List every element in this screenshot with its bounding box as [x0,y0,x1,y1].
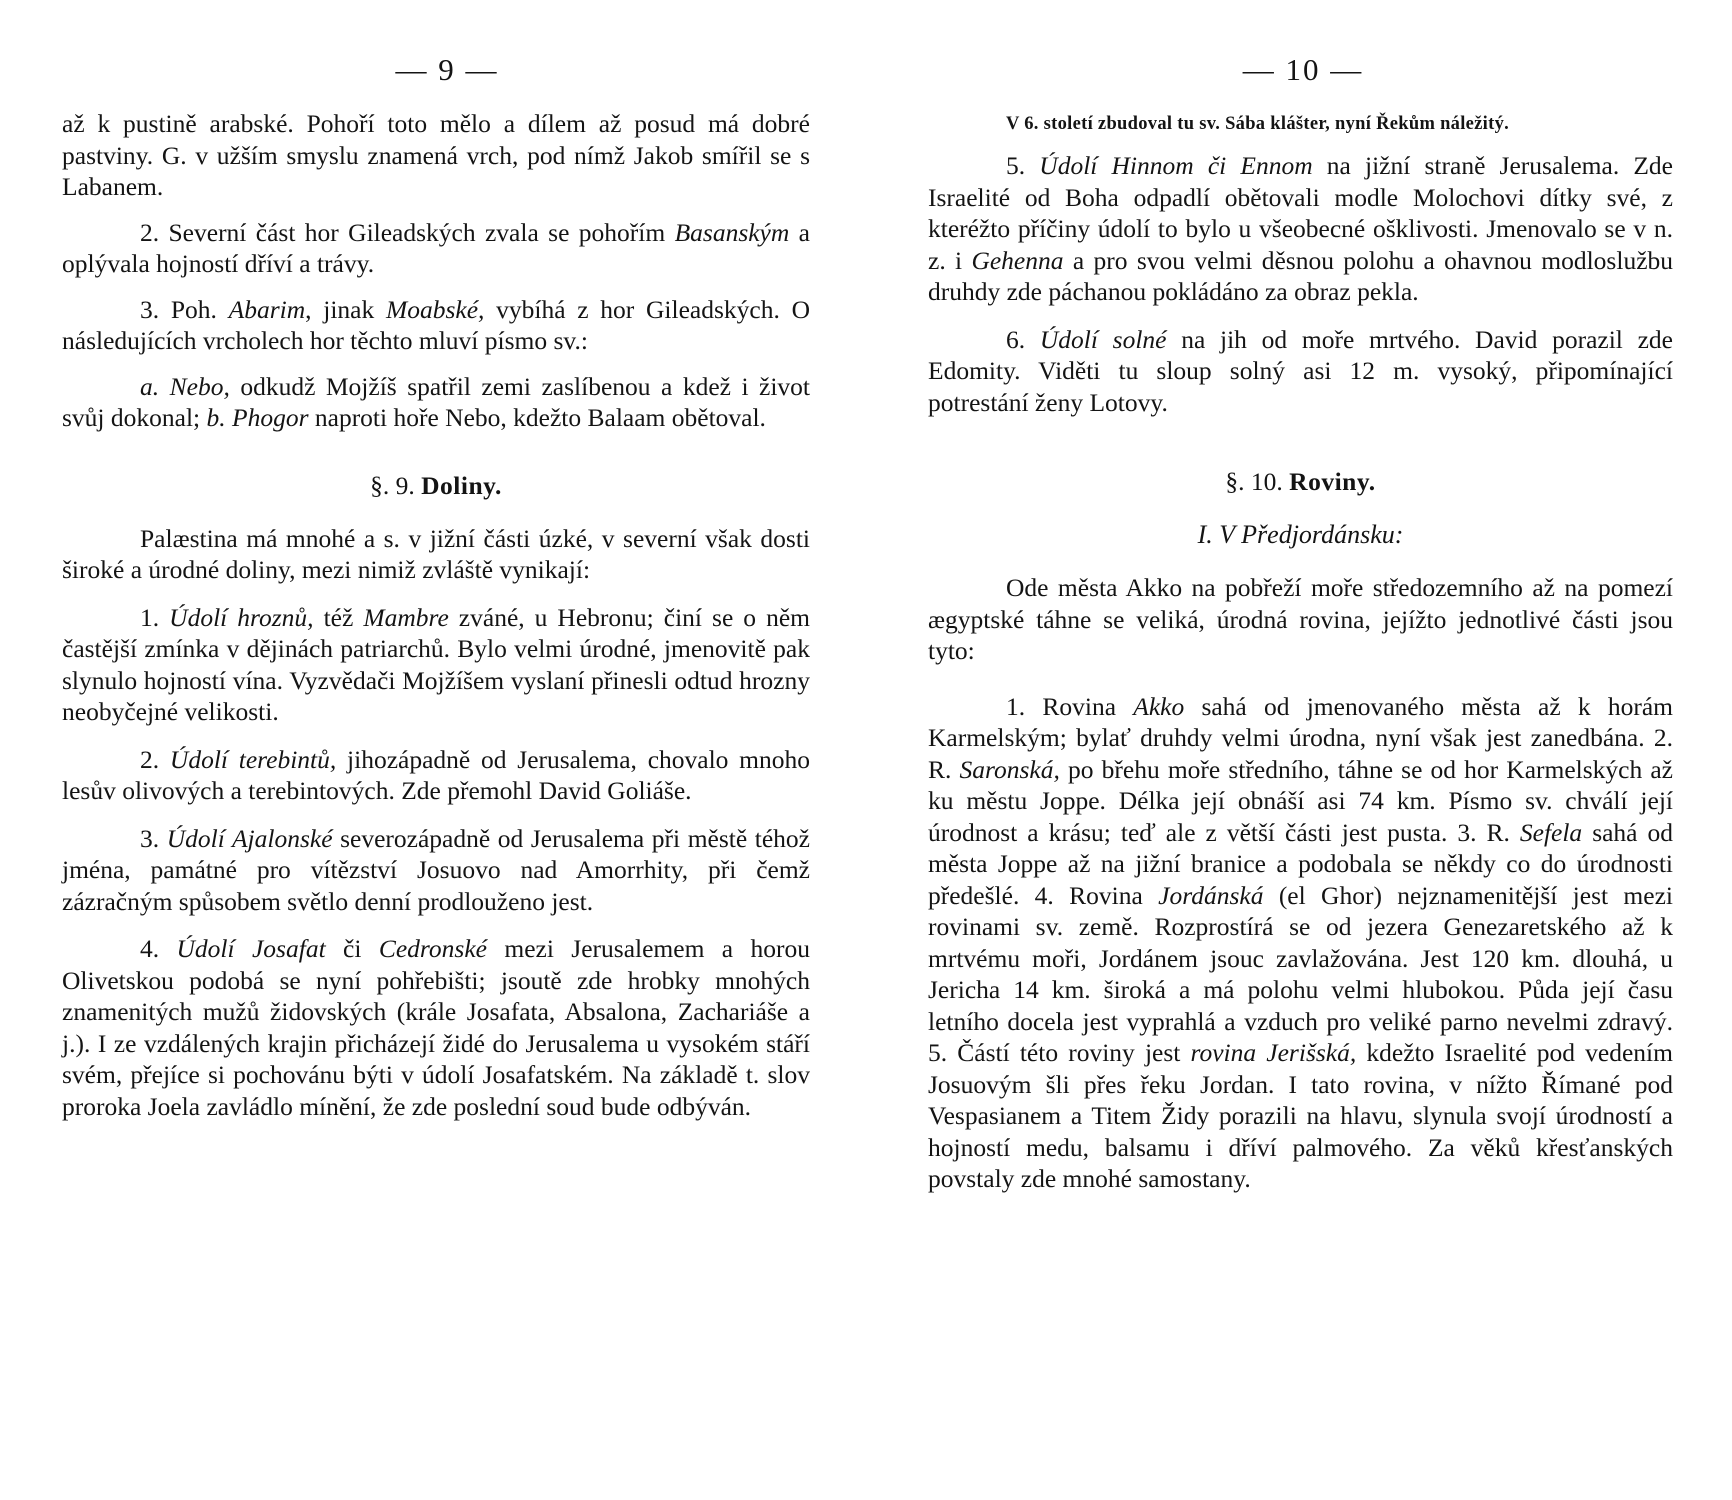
paragraph-text: zváné, u Hebronu; činí se o něm častější zmínka v dějinách patriarchů. Bylo velmi úrodné, jmenovitě pak slynulo hojností vína. Vyzvědači Mojžíšem vyslaní přinesli odtud hrozny neobyčejné velikosti. [62,602,810,726]
paragraph-text: 3. Poh. [140,294,229,324]
paragraph-text: až k pustině arabské. Pohoří toto mělo a dílem až posud má dobré pastviny. G. v užším smyslu znamená vrch, pod nímž Jakob smířil se s Labanem. [62,109,810,201]
italic-term: Moabské, [385,294,485,324]
italic-term: Jordánská [1158,880,1264,910]
italic-term: b. Phogor [206,403,309,432]
paragraph-text: 2. Severní část hor Gileadských zvala se pohořím [140,217,675,247]
paragraph-text: , jinak [305,294,386,324]
paragraph-text: 4. [140,934,177,963]
section-title: Roviny. [1289,467,1376,496]
paragraph-text: sahá od jmenovaného města až k horám Karmelským; bylať druhdy velmi úrodna, nyní však jest zanedbána. 2. R. [928,691,1673,784]
italic-term: Gehenna [971,245,1064,275]
paragraph [928,150,1673,308]
italic-term: Saronská, [959,754,1060,784]
paragraph-text: 1. Rovina [1006,691,1134,721]
italic-term: Akko [1133,691,1185,721]
paragraph [62,602,810,728]
paragraph-text: či [325,934,379,963]
page-number: — 9 — [395,52,499,87]
paragraph [62,294,810,357]
italic-term: Basanským [674,217,790,247]
paragraph-text: 5. [1006,151,1040,180]
italic-term: Údolí hroznů, [169,602,314,632]
italic-term: Údolí Hinnom či Ennom [1039,151,1313,180]
paragraph-text: vybíhá z hor Gileadských. O následujících vrcholech hor těchto mluví písmo sv.: [62,294,811,355]
paragraph-text: jihozápadně od Jerusalema, chovalo mnoho lesův olivových a terebintových. Zde přemohl David Goliáše. [62,744,811,805]
italic-term: Abarim [228,294,306,324]
italic-term: rovina Jerišská, [1190,1038,1357,1067]
continued-note [928,112,1673,136]
paragraph-text: severozápadně od Jerusalema při městě téhož jména, památné pro vítězství Josuovo nad Amorrhity, při čemž zázračným spůsobem světlo denní prodlouženo jest. [62,823,810,916]
section-title: Doliny. [421,470,502,500]
sub-heading: I. V Předjordánsku: [1197,520,1404,549]
paragraph [62,744,810,807]
paragraph-text: 2. [140,744,170,774]
paragraph [62,371,810,434]
section-number: §. 9. [370,470,422,500]
paragraph-text: 3. [140,823,167,853]
paragraph-text: Palæstina má mnohé a s. v jižní části úzké, v severní však dosti široké a úrodné doliny, mezi nimiž zvláště vynikají: [62,523,810,584]
paragraph-text: 6. [1006,324,1040,354]
note-text: V 6. století zbudoval tu sv. Sába klášter, nyní Řekům náležitý. [1006,114,1510,134]
paragraph-text: na jih od moře mrtvého. David porazil zde Edomity. Viděti tu sloup solný asi 12 m. vysoký, připomínající potrestání ženy Lotovy. [928,324,1674,417]
paragraph-text: a pro svou velmi děsnou polohu a ohavnou modloslužbu druhdy zde páchanou pokládáno za obraz pekla. [928,245,1674,306]
section-number: §. 10. [1225,467,1290,496]
paragraph-text: 1. [140,602,170,632]
paragraph-text: Ode města Akko na pobřeží moře středozemního až na pomezí ægyptské táhne se veliká, úrodná rovina, jejížto jednotlivé části jsou tyto: [928,573,1673,665]
paragraph-text: sahá od města Joppe až na jižní branice a podobala se někdy co do úrodnosti předešlé. 4. Rovina [928,817,1674,910]
paragraph [62,523,810,586]
section-heading [62,470,810,501]
italic-term: Sefela [1519,817,1583,847]
paragraph-text: naproti hoře Nebo, kdežto Balaam obětoval. [308,403,766,432]
italic-term: Údolí Josafat [176,934,326,963]
italic-term: Cedronské [378,934,487,963]
italic-term: Údolí solné [1039,324,1167,354]
left-page-body [62,108,810,1122]
page-number: — 10 — [1242,52,1364,87]
italic-term: Údolí Ajalonské [166,823,333,853]
paragraph-text: po břehu moře středního, táhne se od hor Karmelských až ku městu Joppe. Délka její obnáší asi 74 km. Písmo sv. chválí její úrodnost a krásu; teď ale z větší části jest pusta. 3. R. [928,754,1674,847]
paragraph [62,823,810,918]
right-page-body [928,112,1673,1195]
paragraph-text: mezi Jerusalemem a horou Olivetskou podobá se nyní pohřebišti; jsoutě zde hrobky mnohých znamenitých mužů židovských (krále Josafata, Absalona, Zachariáše a j.). I ze vzdálených krajin přicházejí židé do Jerusalema u vysokém stáří svém, přejíce si pochovánu býti v údolí Josafatském. Na základě t. slov proroka Joela zavládlo mínění, že zde poslední soud bude odbýván. [62,934,811,1121]
paragraph-text: a oplývala hojností dříví a trávy. [62,217,810,278]
italic-term: Mambre [363,602,449,632]
paragraph-text: odkudž Mojžíš spatřil zemi zaslíbenou a kdež i život svůj dokonal; [62,371,810,432]
paragraph-text: (el Ghor) nejznamenitější jest mezi rovinami sv. země. Rozprostírá se od jezera Genezaretského až k mrtvému moři, Jordánem jsouc zavlažována. Jest 120 km. dlouhá, u Jericha 14 km. široká a má polohu velmi hlubokou. Půda její času letního docela jest vyprahlá a vzduch pro veliké parno nevelmi zdravý. 5. Částí této roviny jest [928,880,1673,1067]
paragraph [62,108,810,203]
italic-term: Údolí terebintů, [169,744,337,774]
paragraph-text: na jižní straně Jerusalema. Zde Israelité od Boha odpadlí obětovali modle Molochovi dítky své, z kteréžto příčiny údolí to bylo u všeobecné ošklivosti. Jmenovalo se v n. z. i [928,151,1673,275]
paragraph [62,217,810,280]
paragraph [62,933,810,1122]
paragraph [928,691,1673,1195]
italic-term: a. Nebo, [140,371,230,401]
paragraph-text: též [313,602,364,632]
section-heading [928,466,1673,497]
paragraph-text: kdežto Israelité pod vedením Josuovým šli přes řeku Jordan. I tato rovina, v nížto Římané pod Vespasianem a Titem Židy porazili na hlavu, slynula svojí úrodností a hojností medu, balsamu i dříví palmového. Za věků křesťanských povstaly zde mnohé samostany. [928,1038,1673,1193]
paragraph [928,324,1673,419]
paragraph [928,572,1673,667]
